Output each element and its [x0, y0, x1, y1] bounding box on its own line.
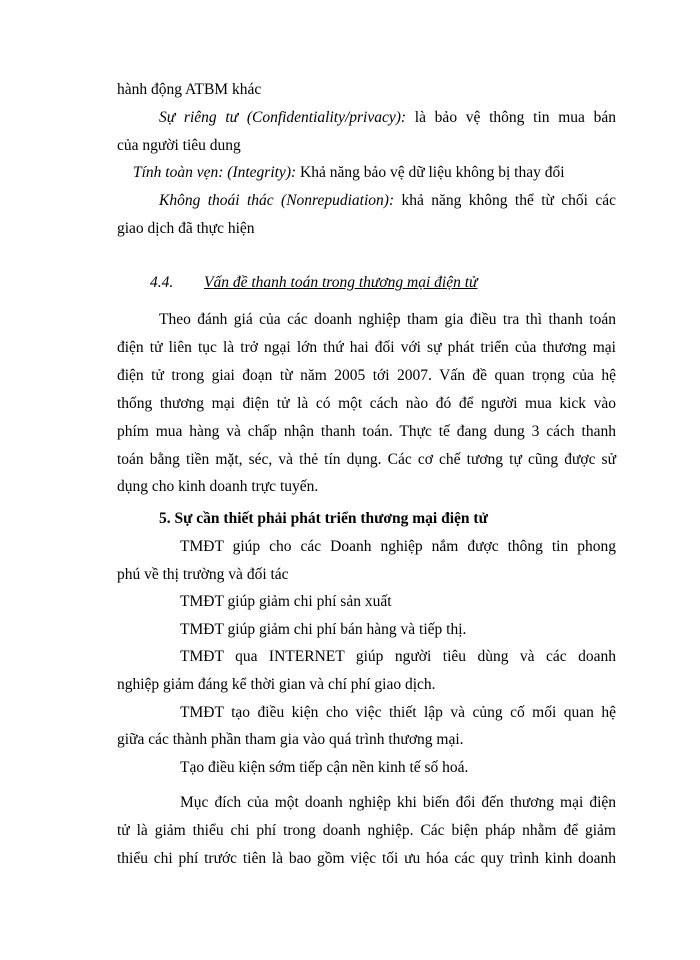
definition-nonrepudiation	[159, 191, 616, 211]
paragraph-line: Theo đánh giá của các doanh nghiệp tham gia điều tra thì thanh toán	[159, 311, 616, 328]
list-item-continuation: phú về thị trường và đối tác	[117, 566, 289, 583]
text-line: của người tiêu dung	[117, 137, 241, 154]
paragraph-line: điện tử liên tục là trở ngại lớn thứ hai đối với sự phát triển của thương mại	[117, 339, 616, 356]
paragraph-line: phím mua hàng và chấp nhận thanh toán. Thực tế đang dung 3 cách thanh	[117, 423, 616, 440]
term-nonrepudiation: Không thoái thác (Nonrepudiation):	[159, 192, 395, 209]
section-number: 4.4.	[150, 274, 174, 291]
list-item: TMĐT qua INTERNET giúp người tiêu dùng và các doanh	[180, 648, 616, 665]
paragraph-line: dụng cho kinh doanh trực tuyến.	[117, 478, 319, 495]
list-item: Tạo điều kiện sớm tiếp cận nền kinh tế số hoá.	[180, 759, 469, 776]
list-item: TMĐT tạo điều kiện cho việc thiết lập và củng cố mối quan hệ	[180, 704, 616, 721]
text-line: giao dịch đã thực hiện	[117, 220, 255, 237]
definition-text: Khả năng bảo vệ dữ liệu không bị thay đổi	[296, 164, 565, 181]
definition-text: là bảo vệ thông tin mua bán	[406, 109, 616, 126]
definition-text: khả năng không thể từ chối các	[394, 192, 616, 209]
section-heading: Vấn đề thanh toán trong thương mại điện tử	[204, 274, 478, 291]
text-line: hành động ATBM khác	[117, 81, 262, 98]
section-heading: 5. Sự cần thiết phải phát triển thương mại điện tử	[159, 510, 488, 527]
list-item-continuation: nghiệp giảm đáng kể thời gian và chí phí giao dịch.	[117, 676, 436, 693]
paragraph-line: toán bằng tiền mặt, séc, và thẻ tín dụng. Các cơ chế tương tự cũng được sử	[117, 451, 616, 468]
definition-privacy	[159, 108, 616, 128]
term-privacy: Sự riêng tư (Confidentiality/privacy):	[159, 109, 407, 126]
list-item: TMĐT giúp giảm chi phí sản xuất	[180, 593, 392, 610]
definition-integrity	[133, 163, 565, 183]
paragraph-line: điện tử trong giai đoạn từ năm 2005 tới 2007. Vấn đề quan trọng của hệ	[117, 367, 616, 384]
paragraph-line: thiểu chi phí trước tiên là bao gồm việc tối ưu hóa các quy trình kinh doanh	[117, 850, 616, 867]
list-item: TMĐT giúp cho các Doanh nghiệp nắm được thông tin phong	[180, 538, 616, 555]
paragraph-line: Mục đích của một doanh nghiệp khi biến đổi đến thương mại điện	[180, 794, 616, 811]
paragraph-line: thống thương mại điện tử là có một cách nào đó để người mua kick vào	[117, 395, 616, 412]
term-integrity: Tính toàn vẹn: (Integrity):	[133, 164, 297, 181]
paragraph-line: tử là giảm thiểu chi phí trong doanh nghiệp. Các biện pháp nhằm để giảm	[117, 822, 616, 839]
list-item: TMĐT giúp giảm chi phí bán hàng và tiếp thị.	[180, 621, 467, 638]
list-item-continuation: giữa các thành phần tham gia vào quá trình thương mại.	[117, 731, 464, 748]
